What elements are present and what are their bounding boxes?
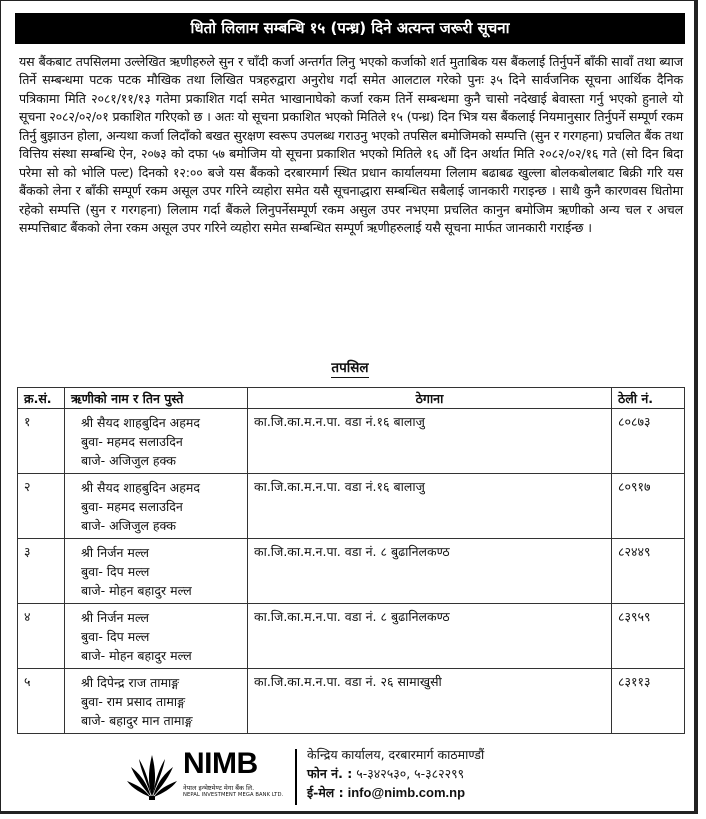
father-name: बुवा- महमद सलाउदिन bbox=[81, 499, 183, 514]
office-address: केन्द्रिय कार्यालय, दरबारमार्ग काठमाण्डौं bbox=[307, 747, 485, 762]
address: का.जि.का.म.न.पा. वडा नं.१६ बालाजु bbox=[248, 409, 612, 474]
logo-tagline-en: NEPAL INVESTMENT MEGA BANK LTD. bbox=[183, 792, 284, 798]
notice-title: धितो लिलाम सम्बन्धि १५ (पन्ध्र) दिने अत्यन्त जरूरी सूचना bbox=[15, 13, 685, 44]
father-name: बुवा- महमद सलाउदिन bbox=[81, 434, 183, 449]
phone-number: ५-३४२५३०, ५-३८२२९९ bbox=[356, 766, 465, 781]
borrower-name: श्री सैयद शाहबुदिन अहमद bbox=[81, 480, 200, 495]
address: का.जि.का.म.न.पा. वडा नं.१६ बालाजु bbox=[248, 474, 612, 539]
footer-divider bbox=[295, 749, 297, 805]
borrower-name: श्री सैयद शाहबुदिन अहमद bbox=[81, 415, 200, 430]
pouch-number: ८३११३ bbox=[612, 669, 685, 734]
borrower-name: श्री दिपेन्द्र राज तामाङ्ग bbox=[81, 675, 180, 690]
bank-footer bbox=[125, 745, 685, 805]
table-row bbox=[18, 604, 685, 669]
lotus-leaf-icon bbox=[125, 747, 179, 801]
serial: १ bbox=[18, 409, 65, 474]
bank-logo bbox=[125, 747, 285, 805]
email-label: ई-मेल : bbox=[307, 785, 344, 800]
grandfather-name: बाजे- मोहन बहादुर मल्ल bbox=[81, 648, 192, 663]
grandfather-name: बाजे- मोहन बहादुर मल्ल bbox=[81, 583, 192, 598]
pouch-number: ८०९१७ bbox=[612, 474, 685, 539]
pouch-number: ८२४४९ bbox=[612, 539, 685, 604]
serial: ४ bbox=[18, 604, 65, 669]
phone-label: फोन नं. : bbox=[307, 766, 353, 781]
address: का.जि.का.म.न.पा. वडा नं. २६ सामाखुसी bbox=[248, 669, 612, 734]
serial: ३ bbox=[18, 539, 65, 604]
father-name: बुवा- राम प्रसाद तामाङ्ग bbox=[81, 694, 186, 709]
address: का.जि.का.म.न.पा. वडा नं. ८ बुढानिलकण्ठ bbox=[248, 604, 612, 669]
table-row bbox=[18, 539, 685, 604]
schedule-table bbox=[17, 387, 685, 734]
col-borrower: ऋणीको नाम र तिन पुस्ते bbox=[65, 388, 248, 409]
borrower-cell bbox=[65, 474, 248, 539]
grandfather-name: बाजे- अजिजुल हक्क bbox=[81, 453, 176, 468]
grandfather-name: बाजे- बहादुर मान तामाङ्ग bbox=[81, 713, 193, 728]
father-name: बुवा- दिप मल्ल bbox=[81, 629, 150, 644]
grandfather-name: बाजे- अजिजुल हक्क bbox=[81, 518, 176, 533]
borrower-cell bbox=[65, 539, 248, 604]
email-address[interactable]: info@nimb.com.np bbox=[347, 785, 466, 800]
borrower-name: श्री निर्जन मल्ल bbox=[81, 610, 150, 625]
logo-wordmark: NIMB bbox=[183, 747, 258, 780]
schedule-heading: तपसिल bbox=[331, 360, 369, 376]
borrower-name: श्री निर्जन मल्ल bbox=[81, 545, 150, 560]
col-serial: क्र.सं. bbox=[18, 388, 65, 409]
table-row bbox=[18, 409, 685, 474]
notice-body: यस बैंकबाट तपसिलमा उल्लेखित ऋणीहरुले सुन र चाँदी कर्जा अन्तर्गत लिनु भएको कर्जाको शर्त मुताबिक यस बैंकलाई तिर्नुपर्ने बाँकी सावाँ तथा ब्याज तिर्ने सम्बन्धमा पटक पटक मौखिक तथा लिखित पत्रहरुद्वारा अनुरोध गर्दा समेत आलटाल गरेको पुनः ३५ दिने सार्वजनिक सूचना आर्थिक दैनिक पत्रिकामा मिति २०८१/११/१३ गतेमा प्रकाशित गर्दा समेत भाखानाघेको कर्जा रकम तिर्ने सम्बन्धमा कुनै चासो नदेखाई बेवास्ता गर्नु भएको हुनाले यो सूचना २०८२/०२/०१ प्रकाशित गरिएको छ । अतः यो सूचना प्रकाशित भएको मितिले १५ (पन्ध्र) दिन भित्र यस बैंकलाई नियमानुसार तिर्नुपर्ने सम्पूर्ण रकम तिर्नु बुझाउन होला, अन्यथा कर्जा लिदाँको बखत सुरक्षण स्वरूप उपलब्ध गराउनु भएको तपसिल बमोजिमको सम्पत्ति (सुन र गरगहना) प्रचलित बैंक तथा वित्तिय संस्था सम्बन्धि ऐन, २०७३ को दफा ५७ बमोजिम यो सूचना प्रकाशित भएको मितिले १६ औं दिन अर्थात मिति २०८२/०२/१६ गते (सो दिन बिदा परेमा सो को भोलि पल्ट) दिनको १२:०० बजे यस बैंकको दरबारमार्ग स्थित प्रधान कार्यालयमा लिलाम बढाबढ खुल्ला बोलकबोलबाट बिक्री गरि यस बैंकको लेना र बाँकी सम्पूर्ण रकम असूल उपर गरिने व्यहोरा समेत यसै सूचनाद्धारा सम्बन्धित सबैलाई जानकारी गराइन्छ । साथै कुनै कारणवस धितोमा रहेको सम्पत्ति (सुन र गरगहना) लिलाम गर्दा बैंकले लिनुपर्नेसम्पूर्ण रकम असुल उपर नभएमा प्रचलित कानुन बमोजिम ऋणीको अन्य चल र अचल सम्पत्तिबाट बैंकको लेना रकम असूल उपर गरिने व्यहोरा समेत सम्बन्धित सम्पूर्ण ऋणीहरुलाई यसै सूचना मार्फत जानकारी गराईन्छ । bbox=[19, 54, 683, 236]
table-row bbox=[18, 669, 685, 734]
father-name: बुवा- दिप मल्ल bbox=[81, 564, 150, 579]
pouch-number: ८३९५९ bbox=[612, 604, 685, 669]
serial: २ bbox=[18, 474, 65, 539]
contact-block bbox=[307, 745, 484, 802]
borrower-cell bbox=[65, 669, 248, 734]
pouch-number: ८०८७३ bbox=[612, 409, 685, 474]
serial: ५ bbox=[18, 669, 65, 734]
borrower-cell bbox=[65, 604, 248, 669]
col-address: ठेगाना bbox=[248, 388, 612, 409]
table-row bbox=[18, 474, 685, 539]
logo-tagline-np: नेपाल इन्भेष्टमेण्ट मेगा बैंक लि. bbox=[183, 784, 255, 792]
address: का.जि.का.म.न.पा. वडा नं. ८ बुढानिलकण्ठ bbox=[248, 539, 612, 604]
email-row bbox=[307, 783, 484, 802]
phone-row bbox=[307, 764, 484, 783]
borrower-cell bbox=[65, 409, 248, 474]
table-header-row bbox=[18, 388, 685, 409]
col-pouch: ठेली नं. bbox=[612, 388, 685, 409]
